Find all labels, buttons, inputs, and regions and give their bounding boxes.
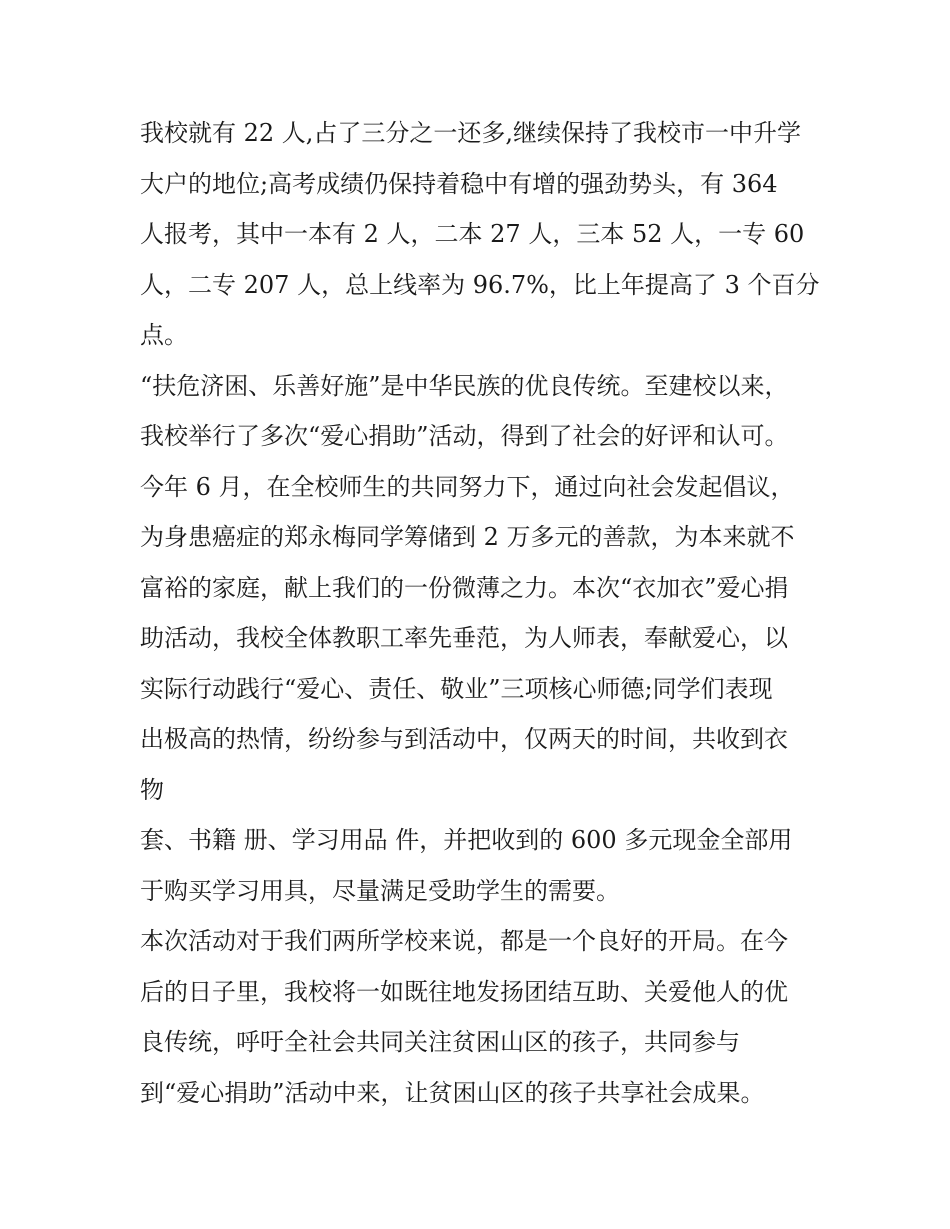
text-line: 人报考，其中一本有 2 人，二本 27 人，三本 52 人，一专 60 [140,220,805,248]
text-line: 实际行动践行“爱心、责任、敬业”三项核心师德;同学们表现 [140,674,773,703]
text-line: 富裕的家庭，献上我们的一份微薄之力。本次“衣加衣”爱心捐 [140,573,789,602]
text-line: 点。 [140,321,188,349]
text-line: 我校就有 22 人,占了三分之一还多,继续保持了我校市一中升学 [140,119,802,147]
text-line: 大户的地位;高考成绩仍保持着稳中有增的强劲势头，有 364 [140,169,778,198]
text-line: 助活动，我校全体教职工率先垂范，为人师表，奉献爱心，以 [140,624,788,652]
text-line: 到“爱心捐助”活动中来，让贫困山区的孩子共享社会成果。 [140,1078,765,1107]
text-line: 我校举行了多次“爱心捐助”活动，得到了社会的好评和认可。 [140,422,789,450]
text-line: 人，二专 207 人，总上线率为 96.7%，比上年提高了 3 个百分 [140,270,820,299]
text-line: 于购买学习用具，尽量满足受助学生的需要。 [140,876,620,905]
text-line: 为身患癌症的郑永梅同学筹储到 2 万多元的善款，为本来就不 [140,523,795,551]
text-line: “扶危济困、乐善好施”是中华民族的优良传统。至建校以来， [140,371,789,400]
text-line: 物 [140,775,164,804]
body-text [140,108,820,1118]
text-line: 本次活动对于我们两所学校来说，都是一个良好的开局。在今 [140,927,788,955]
text-line: 今年 6 月，在全校师生的共同努力下，通过向社会发起倡议， [140,472,795,501]
text-line: 良传统，呼吁全社会共同关注贫困山区的孩子，共同参与 [140,1028,740,1056]
text-line: 后的日子里，我校将一如既往地发扬团结互助、关爱他人的优 [140,977,788,1006]
text-line: 出极高的热情，纷纷参与到活动中，仅两天的时间，共收到衣 [140,725,788,753]
text-line: 套、书籍 册、学习用品 件，并把收到的 600 多元现金全部用 [140,826,793,854]
